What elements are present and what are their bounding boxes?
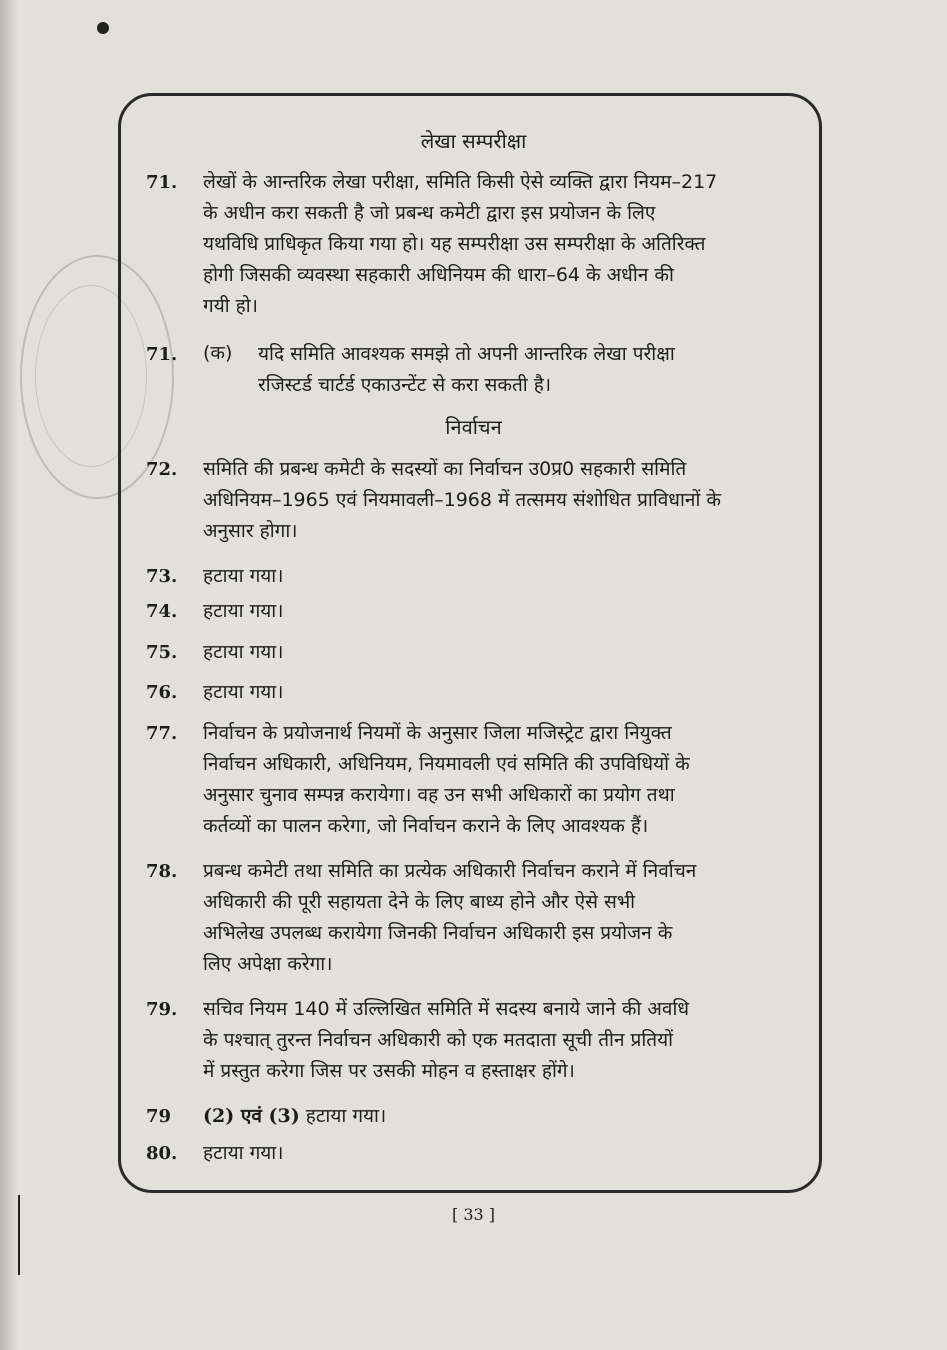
rule-number-79: 79. [146, 999, 178, 1020]
section-heading-election: निर्वाचन [445, 415, 502, 439]
rule-72-line: अनुसार होगा। [203, 520, 298, 542]
rule-78-line: लिए अपेक्षा करेगा। [203, 953, 333, 975]
rule-77-line: अनुसार चुनाव सम्पन्न करायेगा। वह उन सभी अधिकारों का प्रयोग तथा [203, 784, 675, 806]
rule-71-line: होगी जिसकी व्यवस्था सहकारी अधिनियम की धारा–64 के अधीन की [203, 264, 674, 286]
punch-hole [97, 22, 109, 34]
rule-number-79b: 79 [146, 1106, 172, 1127]
rule-71a-text [258, 339, 806, 401]
rule-74-text: हटाया गया। [203, 600, 284, 622]
rule-73-text: हटाया गया। [203, 565, 284, 587]
rule-79b-text [203, 1101, 805, 1132]
rule-71-line: के अधीन करा सकती है जो प्रबन्ध कमेटी द्वारा इस प्रयोजन के लिए [203, 202, 656, 224]
rule-71a-clause-marker: (क) [203, 342, 233, 364]
rule-79-line: में प्रस्तुत करेगा जिस पर उसकी मोहन व हस्ताक्षर होंगे। [203, 1060, 575, 1082]
rule-number-77: 77. [146, 723, 178, 744]
rule-75-text: हटाया गया। [203, 641, 284, 663]
rule-79b-clause-marker: (2) एवं (3) [203, 1105, 300, 1127]
rule-71a-line: रजिस्टर्ड चार्टर्ड एकाउन्टेंट से करा सकती है। [258, 374, 552, 396]
page-number: [ 33 ] [451, 1205, 495, 1224]
rule-79-line: सचिव नियम 140 में उल्लिखित समिति में सदस्य बनाये जाने की अवधि [203, 998, 690, 1020]
rule-number-78: 78. [146, 861, 178, 882]
rule-number-71: 71. [146, 172, 178, 193]
rule-71a-line: यदि समिति आवश्यक समझे तो अपनी आन्तरिक लेखा परीक्षा [258, 343, 675, 365]
rule-78-line: अभिलेख उपलब्ध करायेगा जिनकी निर्वाचन अधिकारी इस प्रयोजन के [203, 922, 673, 944]
rule-number-76: 76. [146, 682, 178, 703]
rule-77-line: निर्वाचन के प्रयोजनार्थ नियमों के अनुसार जिला मजिस्ट्रेट द्वारा नियुक्त [203, 722, 672, 744]
rule-number-80: 80. [146, 1143, 178, 1164]
rule-number-73: 73. [146, 566, 178, 587]
rule-79-line: के पश्चात् तुरन्त निर्वाचन अधिकारी को एक मतदाता सूची तीन प्रतियों [203, 1029, 674, 1051]
rule-number-71a: 71. [146, 344, 178, 365]
rule-number-74: 74. [146, 601, 178, 622]
rule-77-line: निर्वाचन अधिकारी, अधिनियम, नियमावली एवं समिति की उपविधियों के [203, 753, 690, 775]
rule-78-text [203, 856, 805, 980]
rule-71-line: लेखों के आन्तरिक लेखा परीक्षा, समिति किसी ऐसे व्यक्ति द्वारा नियम–217 [203, 171, 718, 193]
rule-76-text: हटाया गया। [203, 681, 284, 703]
rule-number-72: 72. [146, 459, 178, 480]
rule-72-line: अधिनियम–1965 एवं नियमावली–1968 में तत्समय संशोधित प्राविधानों के [203, 489, 722, 511]
section-heading-audit: लेखा सम्परीक्षा [420, 129, 527, 153]
page-edge-shadow [0, 0, 18, 1350]
rule-72-line: समिति की प्रबन्ध कमेटी के सदस्यों का निर्वाचन उ0प्र0 सहकारी समिति [203, 458, 687, 480]
rule-77-line: कर्तव्यों का पालन करेगा, जो निर्वाचन कराने के लिए आवश्यक हैं। [203, 815, 649, 837]
rule-78-line: अधिकारी की पूरी सहायता देने के लिए बाध्य होने और ऐसे सभी [203, 891, 636, 913]
rule-80-text: हटाया गया। [203, 1142, 284, 1164]
rule-79-text [203, 994, 805, 1087]
rule-78-line: प्रबन्ध कमेटी तथा समिति का प्रत्येक अधिकारी निर्वाचन कराने में निर्वाचन [203, 860, 697, 882]
rule-number-75: 75. [146, 642, 178, 663]
rule-77-text [203, 718, 805, 842]
rule-71-text [203, 167, 805, 322]
rule-72-text [203, 454, 805, 547]
rule-71-line: यथविधि प्राधिकृत किया गया हो। यह सम्परीक्षा उस सम्परीक्षा के अतिरिक्त [203, 233, 706, 255]
rule-71-line: गयी हो। [203, 295, 258, 317]
rule-79b-body: हटाया गया। [305, 1105, 387, 1127]
